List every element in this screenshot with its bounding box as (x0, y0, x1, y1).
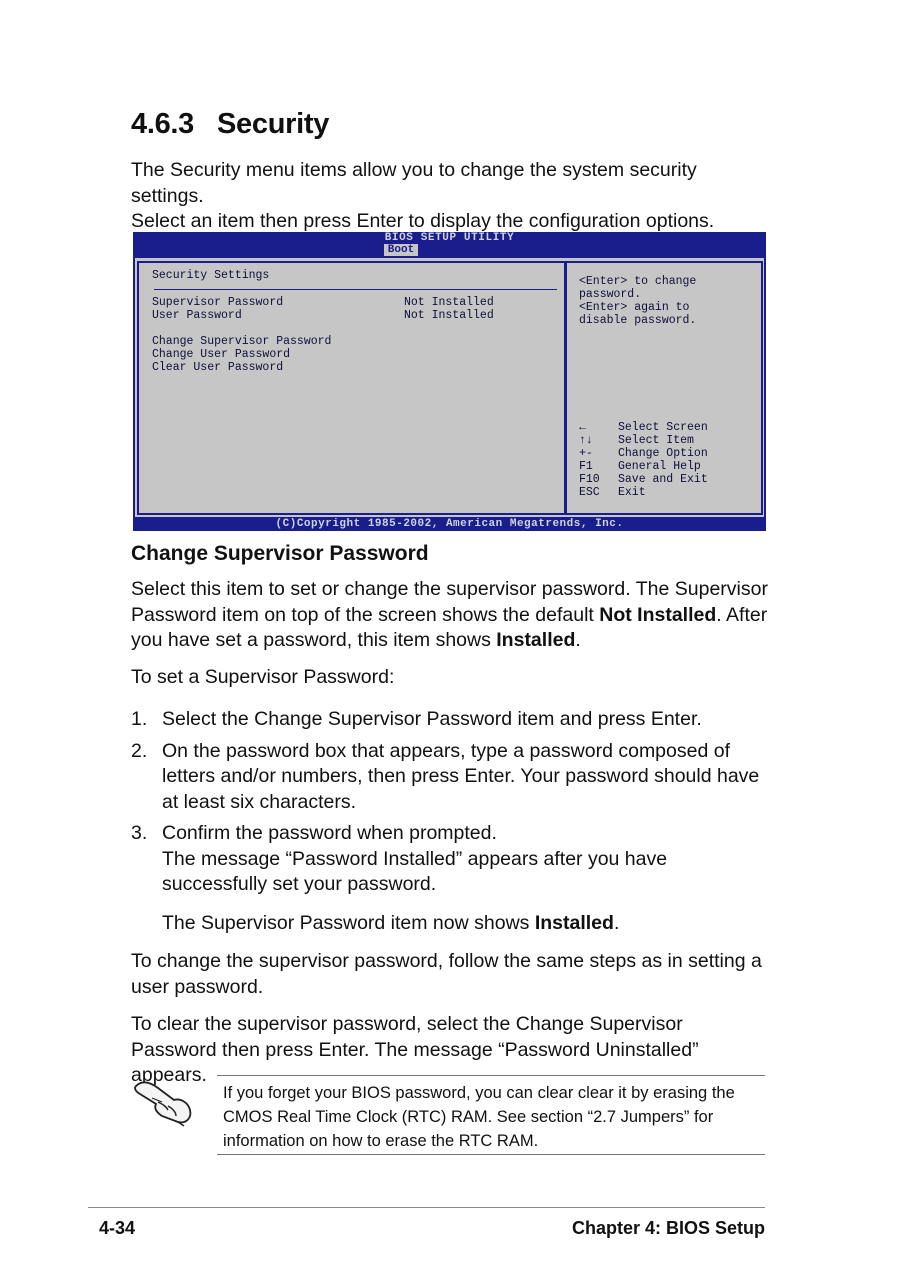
change-password-paragraph: To change the supervisor password, follow the same steps as in setting a user password. (131, 950, 762, 998)
bios-help-line: <Enter> again to (579, 301, 690, 314)
bios-title: BIOS SETUP UTILITY (384, 232, 515, 244)
page-number: 4-34 (99, 1218, 136, 1238)
bios-tab-boot[interactable]: Boot (384, 244, 418, 256)
bold-text: Not Installed (599, 603, 717, 626)
bold-text: Installed (496, 629, 576, 651)
left-arrow-icon: ← (579, 421, 586, 434)
bios-key: +- (579, 447, 593, 460)
text-run: . (575, 629, 581, 651)
bios-key-desc: General Help (618, 460, 701, 473)
intro-line-1: The Security menu items allow you to change the system security settings. (131, 159, 697, 207)
bios-key-desc: Change Option (618, 447, 708, 460)
bios-section-divider (154, 289, 557, 290)
bios-key-desc: Select Screen (618, 421, 708, 434)
list-item (131, 739, 771, 816)
note-bottom-rule (217, 1154, 765, 1155)
clear-password-paragraph: To clear the supervisor password, select the Change Supervisor Password then press Enter. The message “Password Uninstalled” appears. (131, 1013, 699, 1086)
bold-text: Installed (534, 912, 614, 934)
bios-key: ESC (579, 486, 600, 499)
bios-user-password-label: User Password (152, 309, 242, 322)
step-number: 3. (131, 822, 148, 844)
bios-key-desc: Exit (618, 486, 646, 499)
bios-key: F10 (579, 473, 600, 486)
section-heading (131, 108, 329, 141)
intro-line-2: Select an item then press Enter to display the configuration options. (131, 210, 715, 232)
section-title: Security (217, 108, 330, 140)
steps-intro: To set a Supervisor Password: (131, 666, 395, 688)
bios-key: F1 (579, 460, 593, 473)
list-item (131, 707, 771, 733)
text-run: The Supervisor Password item now shows (162, 912, 535, 934)
bios-menu-clear-user-password[interactable]: Clear User Password (152, 361, 284, 374)
bios-key-desc: Select Item (618, 434, 694, 447)
description-paragraph (131, 577, 771, 654)
text-run: . (613, 912, 620, 934)
step-text: Confirm the password when prompted. (162, 822, 497, 844)
intro-paragraph (131, 158, 771, 235)
bios-help-panel (565, 261, 763, 515)
pointing-hand-icon (132, 1076, 198, 1128)
chapter-title: Chapter 4: BIOS Setup (571, 1218, 765, 1238)
bios-copyright: (C)Copyright 1985-2002, American Megatrends, Inc. (275, 518, 624, 530)
step-number: 2. (131, 739, 148, 762)
bios-user-password-value: Not Installed (404, 309, 494, 322)
steps-list (131, 707, 771, 904)
step-text: Select the Change Supervisor Password item and press Enter. (162, 708, 702, 730)
step-number: 1. (131, 708, 148, 730)
bios-body (135, 258, 764, 517)
section-number: 4.6.3 (131, 108, 194, 140)
text-run: Select this item to set or change the supervisor password. The Supervisor Password item on top of the screen shows the default (131, 578, 768, 626)
note-top-rule (217, 1075, 765, 1076)
list-item (131, 821, 771, 898)
bios-help-line: disable password. (579, 314, 697, 327)
bios-help-line: <Enter> to change (579, 275, 697, 288)
up-down-arrow-icon: ↑↓ (579, 434, 593, 447)
step-text: On the password box that appears, type a password composed of letters and/or numbers, then press Enter. Your password should have at least six characters. (162, 739, 760, 813)
bios-screenshot (133, 232, 766, 531)
bios-section-title: Security Settings (152, 269, 270, 282)
bios-key-desc: Save and Exit (618, 473, 708, 486)
subsection-heading: Change Supervisor Password (131, 542, 429, 565)
step-text: The message “Password Installed” appears after you have successfully set your password. (162, 847, 668, 895)
text-run: . After you have set a password, this item shows (131, 603, 768, 651)
bios-help-line: password. (579, 288, 642, 301)
bios-supervisor-password-label: Supervisor Password (152, 296, 284, 309)
bios-menu-change-supervisor-password[interactable]: Change Supervisor Password (152, 335, 332, 348)
bios-supervisor-password-value: Not Installed (404, 296, 494, 309)
bios-menu-change-user-password[interactable]: Change User Password (152, 348, 291, 361)
note-text: If you forget your BIOS password, you can clear clear it by erasing the CMOS Real Time Clock (RTC) RAM. See section “2.7 Jumpers” for information on how to erase the RTC RAM. (223, 1084, 735, 1150)
bios-settings-panel (137, 261, 566, 515)
after-steps-note (162, 911, 619, 937)
footer-rule (88, 1207, 765, 1208)
